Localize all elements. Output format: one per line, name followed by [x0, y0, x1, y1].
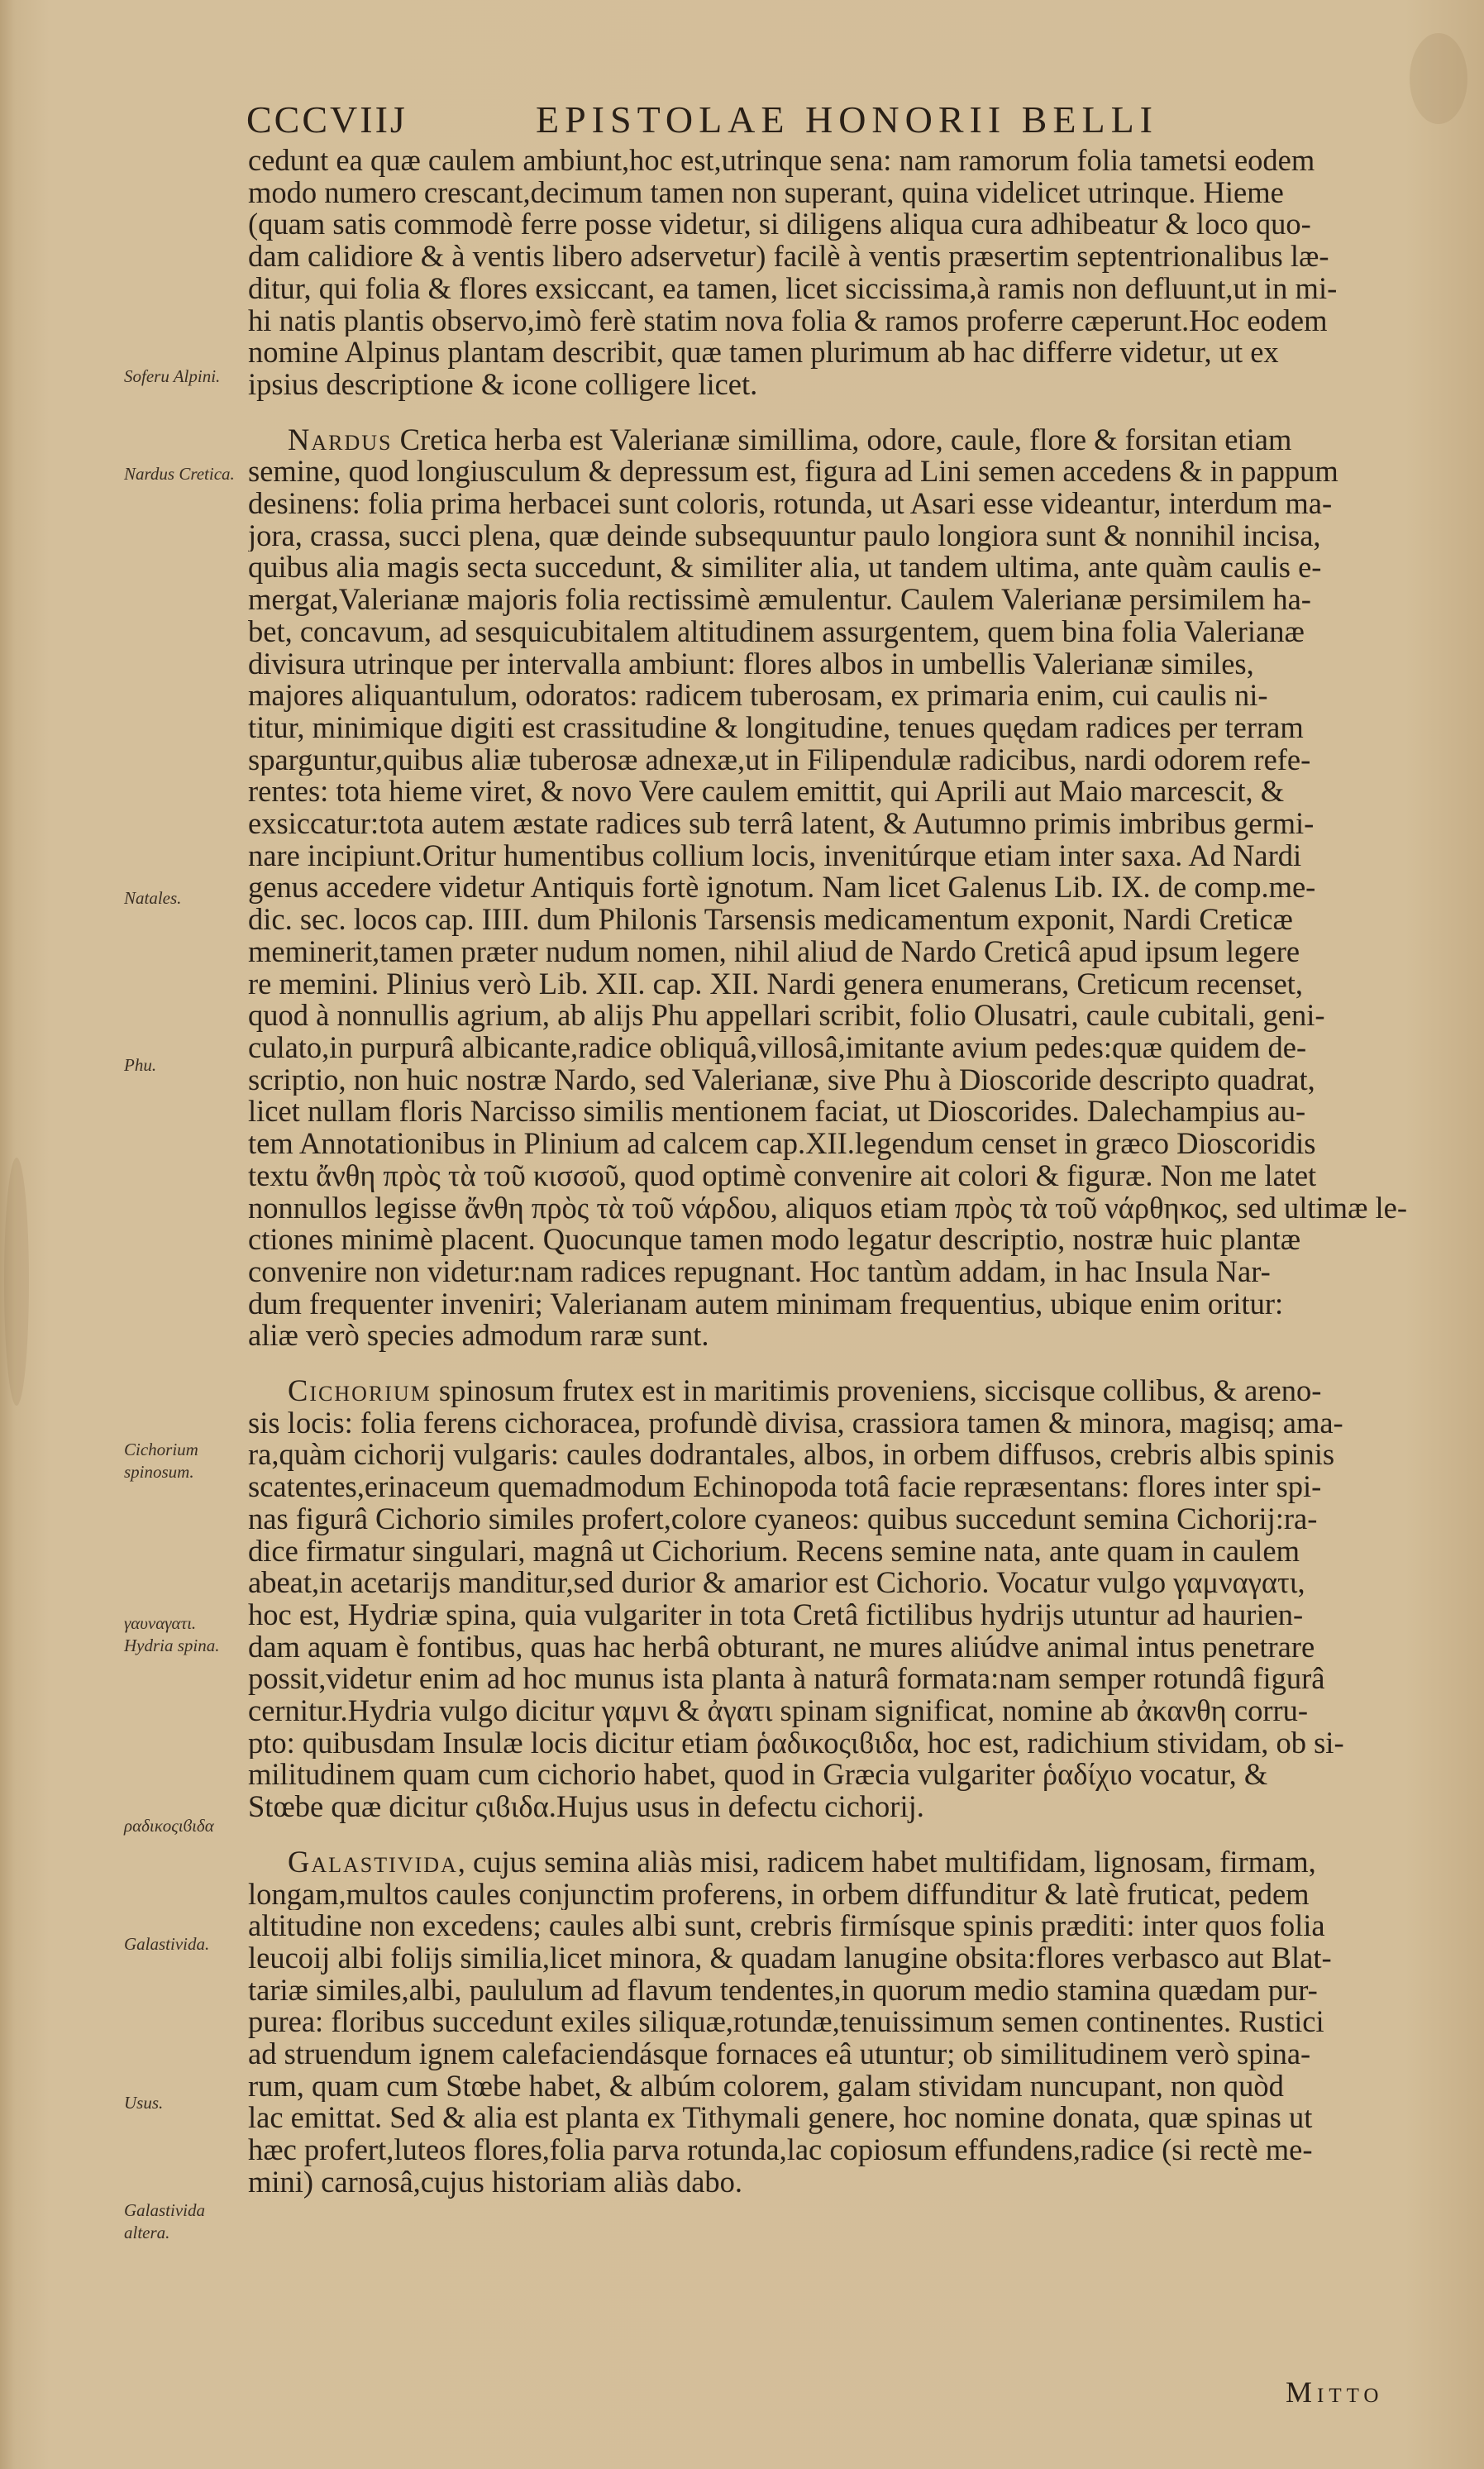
- text-line: scriptio, non huic nostræ Nardo, sed Valerianæ, sive Phu à Dioscoride descripto quadrat,: [248, 1063, 1315, 1096]
- text-line: genus accedere videtur Antiquis fortè ignotum. Nam licet Galenus Lib. IX. de comp.me-: [248, 872, 1316, 905]
- text-line: ipsius descriptione & icone colligere licet.: [248, 368, 758, 401]
- text-line: majores aliquantulum, odoratos: radicem tuberosam, ex primaria enim, cui caulis ni-: [248, 680, 1268, 712]
- text-line: Nardus Cretica herba est Valerianæ simillima, odore, caule, flore & forsitan etiam: [288, 423, 1292, 456]
- text-line: scatentes,erinaceum quemadmodum Echinopoda totâ facie repræsentans: flores inter spi-: [248, 1471, 1322, 1503]
- text-line: meminerit,tamen præter nudum nomen, nihil aliud de Nardo Creticâ apud ipsum legere: [248, 935, 1300, 968]
- text-line: possit,videtur enim ad hoc munus ista planta à naturâ formata:nam semper rotundâ figurâ: [248, 1663, 1325, 1696]
- text-line: titur, minimique digiti est crassitudine & longitudine, tenues quędam radices per terram: [248, 711, 1304, 744]
- margin-note: Phu.: [124, 1055, 157, 1075]
- text-line: cernitur.Hydria vulgo dicitur γαμνι & ἀγατι spinam significat, nomine ab ἀκανθη corru-: [248, 1695, 1309, 1727]
- margin-note: Galastivida altera.: [124, 2200, 205, 2242]
- page-number: CCCVIIJ: [246, 98, 408, 141]
- text-line: sparguntur,quibus aliæ tuberosæ adnexæ,ut in Filipendulæ radicibus, nardi odorem refe-: [248, 743, 1311, 776]
- text-line: nare incipiunt.Oritur humentibus collium locis, invenitúrque etiam inter saxa. Ad Nardi: [248, 839, 1302, 872]
- margin-note: Soferu Alpini.: [124, 366, 221, 386]
- paragraph: [248, 1375, 1422, 1823]
- text-line: dic. sec. locos cap. IIII. dum Philonis Tarsensis medicamentum exponit, Nardi Creticæ: [248, 904, 1293, 936]
- catchword: Mitto: [1286, 2376, 1384, 2409]
- text-line: nomine Alpinus plantam describit, quæ tamen plurimum ab hac differre videtur, ut ex: [248, 337, 1279, 369]
- text-line: modo numero crescant,decimum tamen non superant, quina videlicet utrinque. Hieme: [248, 176, 1284, 209]
- text-line: culato,in purpurâ albicante,radice obliquâ,villosâ,imitante avium pedes:quæ quidem de-: [248, 1031, 1307, 1064]
- text-line: nonnullos legisse ἄνθη πρὸς τὰ τοῦ νάρδου, aliquos etiam πρὸς τὰ τοῦ νάρθηκος, sed ultimæ le-: [248, 1192, 1408, 1225]
- text-line: dam aquam è fontibus, quas hac herbâ obturant, ne mures aliúdve animal intus penetrare: [248, 1631, 1315, 1664]
- text-line: ditur, qui folia & flores exsiccant, ea tamen, licet siccissima,à ramis non defluunt,ut in mi-: [248, 272, 1338, 305]
- text-line: desinens: folia prima herbacei sunt coloris, rotunda, ut Asari esse videantur, interdum ma-: [248, 488, 1333, 520]
- paragraph: [248, 145, 1422, 401]
- page-stain: [4, 1158, 29, 1406]
- text-line: (quam satis commodè ferre posse videtur, si diligens aliqua cura adhibeatur & loco quo-: [248, 208, 1311, 241]
- text-line: Galastivida, cujus semina aliàs misi, radicem habet multifidam, lignosam, firmam,: [288, 1846, 1316, 1879]
- text-line: quod à nonnullis agrium, ab alijs Phu appellari scribit, folio Olusatri, caule cubitali, geni-: [248, 1000, 1325, 1032]
- margin-note: Natales.: [124, 888, 182, 908]
- text-line: hæc profert,luteos flores,folia parva rotunda,lac copiosum effundens,radice (si rectè me-: [248, 2134, 1313, 2166]
- lead-word: Nardus: [288, 423, 393, 456]
- text-line: exsiccatur:tota autem æstate radices sub terrâ latent, & Autumno primis imbribus germi-: [248, 808, 1315, 840]
- text-line: militudinem quam cum cichorio habet, quod in Græcia vulgariter ῥαδίχιο vocatur, &: [248, 1759, 1268, 1792]
- text-line: Cichorium spinosum frutex est in maritimis proveniens, siccisque collibus, & areno-: [288, 1375, 1322, 1407]
- text-line: rum, quam cum Stœbe habet, & albúm colorem, galam stividam nuncupant, non quòd: [248, 2070, 1284, 2103]
- text-line: mini) carnosâ,cujus historiam aliàs dabo.: [248, 2166, 743, 2199]
- margin-note: Nardus Cretica.: [124, 464, 235, 484]
- text-line: textu ἄνθη πρὸς τὰ τοῦ κισσοῦ, quod optimè convenire ait colori & figuræ. Non me latet: [248, 1159, 1317, 1192]
- text-line: quibus alia magis secta succedunt, & similiter alia, ut tandem ultima, ante quàm caulis e-: [248, 552, 1322, 585]
- text-line: divisura utrinque per intervalla ambiunt: flores albos in umbellis Valerianæ similes,: [248, 647, 1254, 681]
- text-line: ctiones minimè placent. Quocunque tamen modo legatur descriptio, nostræ huic plantæ: [248, 1224, 1301, 1256]
- text-line: convenire non videtur:nam radices repugnant. Hoc tantùm addam, in hac Insula Nar-: [248, 1255, 1271, 1288]
- text-line: sis locis: folia ferens cichoracea, profundè divisa, crassiora tamen & minora, magisq; ama-: [248, 1406, 1343, 1440]
- page-header: [246, 98, 1437, 147]
- running-title: EPISTOLAE HONORII BELLI: [536, 98, 1158, 141]
- text-line: lac emittat. Sed & alia est planta ex Tithymali genere, hoc nomine donata, quæ spinas ut: [248, 2102, 1313, 2135]
- text-line: aliæ verò species admodum raræ sunt.: [248, 1320, 709, 1353]
- text-line: bet, concavum, ad sesquicubitalem altitudinem assurgentem, quem bina folia Valerianæ: [248, 615, 1305, 648]
- text-line: nas figurâ Cichorio similes profert,colore cyaneos: quibus succedunt semina Cichorij:ra-: [248, 1502, 1318, 1535]
- text-line: licet nullam floris Narcisso similis mentionem faciat, ut Dioscorides. Dalechampius au-: [248, 1096, 1306, 1129]
- text-line: jora, crassa, succi plena, quæ deinde subsequuntur paulo longiora sunt & nonnihil incisa,: [248, 519, 1321, 552]
- text-line: mergat,Valerianæ majoris folia rectissimè æmulentur. Caulem Valerianæ persimilem ha-: [248, 584, 1311, 616]
- margin-note: ραδικοςιϐιδα: [124, 1816, 214, 1836]
- margin-note: Usus.: [124, 2093, 164, 2113]
- text-line: dum frequenter inveniri; Valerianam autem minimam frequentius, ubique enim oritur:: [248, 1287, 1284, 1320]
- text-line: Stœbe quæ dicitur ςιϐιδα.Hujus usus in defectu cichorij.: [248, 1791, 924, 1823]
- text-line: tem Annotationibus in Plinium ad calcem cap.XII.legendum censet in græco Dioscoridis: [248, 1128, 1316, 1160]
- text-line: re memini. Plinius verò Lib. XII. cap. XII. Nardi genera enumerans, Creticum recenset,: [248, 967, 1304, 1000]
- text-line: hoc est, Hydriæ spina, quia vulgariter in tota Cretâ fictilibus hydrijs utuntur ad haurien-: [248, 1598, 1304, 1631]
- lead-word: Cichorium: [288, 1375, 432, 1407]
- lead-word: Galastivida: [288, 1846, 458, 1879]
- body-text: [248, 145, 1422, 2199]
- text-line: cedunt ea quæ caulem ambiunt,hoc est,utrinque sena: nam ramorum folia tametsi eodem: [248, 145, 1315, 177]
- text-line: longam,multos caules conjunctim proferens, in orbem diffunditur & latè fruticat, pedem: [248, 1878, 1310, 1911]
- paragraph: [248, 424, 1422, 1352]
- text-line: abeat,in acetarijs manditur,sed durior & amarior est Cichorio. Vocatur vulgo γαμναγατι,: [248, 1567, 1305, 1599]
- text-line: rentes: tota hieme viret, & novo Vere caulem emittit, qui Aprili aut Maio marcescit, &: [248, 776, 1285, 809]
- paragraph: [248, 1846, 1422, 2199]
- margin-note: γαυναγατι. Hydria spina.: [124, 1613, 220, 1655]
- text-line: semine, quod longiusculum & depressum est, figura ad Lini semen accedens & in pappum: [248, 456, 1338, 489]
- text-line: hi natis plantis observo,imò ferè statim nova folia & ramos proferre cæperunt.Hoc eodem: [248, 304, 1328, 337]
- text-line: purea: floribus succedunt exiles siliquæ,rotundæ,tenuissimum semen continentes. Rustici: [248, 2006, 1324, 2039]
- text-line: dice firmatur singulari, magnâ ut Cichorium. Recens semine nata, ante quam in caulem: [248, 1535, 1300, 1568]
- text-line: dam calidiore & à ventis libero adservetur) facilè à ventis præsertim septentrionalibus læ-: [248, 241, 1329, 273]
- margin-note: Galastivida.: [124, 1934, 210, 1954]
- margin-note: Cichorium spinosum.: [124, 1440, 198, 1482]
- text-line: altitudine non excedens; caules albi sunt, crebris firmísque spinis præditi: inter quos folia: [248, 1910, 1325, 1942]
- text-line: pto: quibusdam Insulæ locis dicitur etiam ῥαδικοςιϐιδα, hoc est, radichium stividam, ob si-: [248, 1726, 1344, 1760]
- text-line: ad struendum ignem calefaciendásque fornaces eâ utuntur; ob similitudinem verò spina-: [248, 2038, 1311, 2070]
- text-line: ra,quàm cichorij vulgaris: caules dodrantales, albos, in orbem diffusos, crebris albis spinis: [248, 1439, 1335, 1472]
- text-line: leucoij albi folijs similia,licet minora, & quadam lanugine obsita:flores verbasco aut Blat-: [248, 1941, 1332, 1975]
- text-line: tariæ similes,albi, paululum ad flavum tendentes,in quorum medio stamina quædam pur-: [248, 1974, 1318, 2007]
